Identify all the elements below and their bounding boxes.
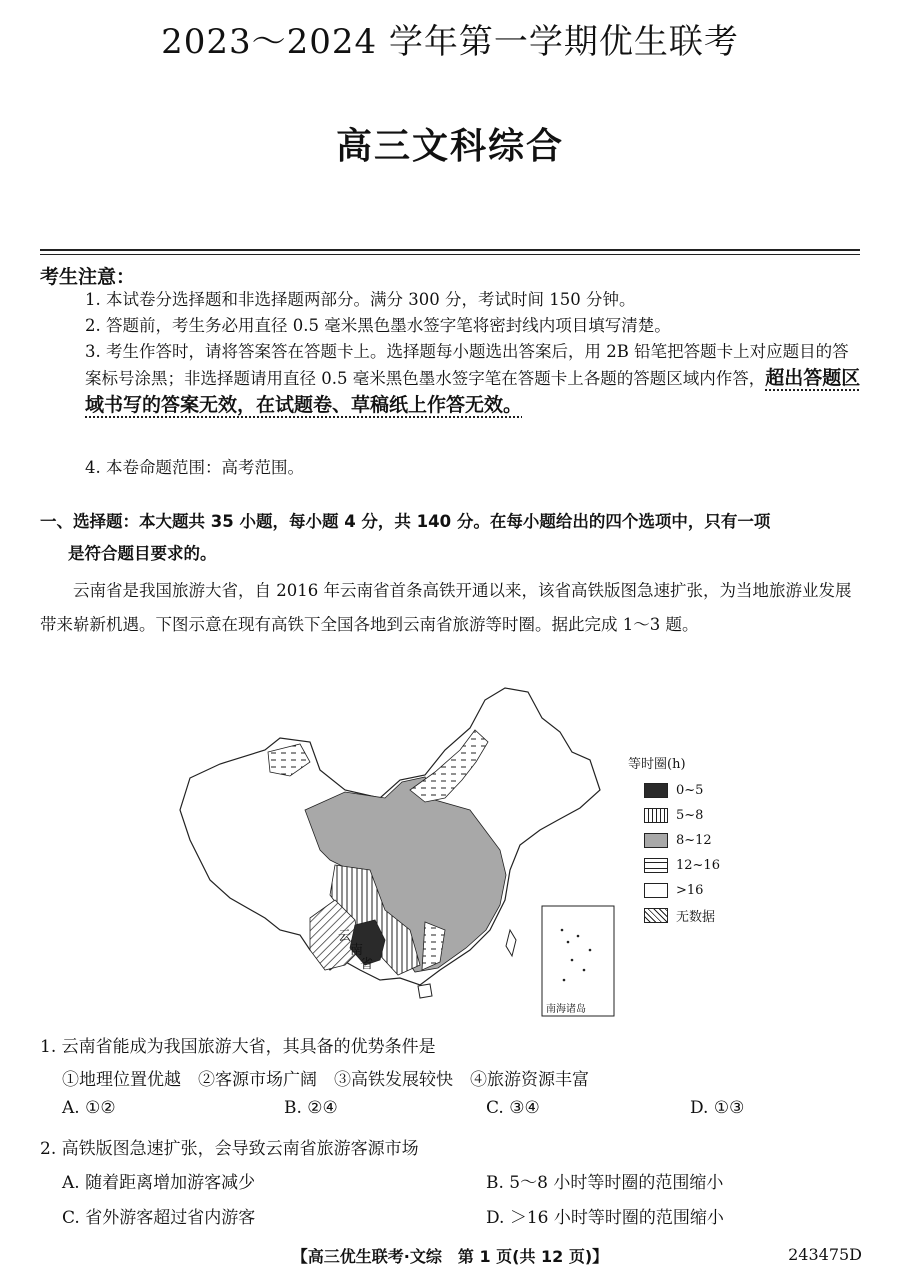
legend-row bbox=[628, 778, 748, 803]
passage: 云南省是我国旅游大省，自 2016 年云南省首条高铁开通以来，该省高铁版图急速扩张，为当地旅游业发展带来崭新机遇。下图示意在现有高铁下全国各地到云南省旅游等时圈。据此完成 1～3 题。 bbox=[40, 581, 852, 634]
legend-label: 无数据 bbox=[676, 910, 716, 925]
map-legend bbox=[628, 753, 748, 928]
province-label-3: 省 bbox=[360, 957, 374, 972]
notice-item-4: 4. 本卷命题范围：高考范围。 bbox=[85, 458, 304, 477]
legend-label: 0~5 bbox=[676, 783, 704, 798]
legend-row bbox=[628, 853, 748, 878]
legend-swatch-8-12 bbox=[644, 833, 668, 848]
legend-swatch-no-data bbox=[644, 908, 668, 923]
province-label-2: 南 bbox=[350, 943, 364, 958]
question-1-option-a: A. ①② bbox=[62, 1098, 116, 1118]
notice-item-3-text: 3. 考生作答时，请将答案答在答题卡上。选择题每小题选出答案后，用 2B 铅笔把答题卡上对应题目的答案标号涂黑；非选择题请用直径 0.5 毫米黑色墨水签字笔在答题卡上各题的答题区域内作答， bbox=[85, 342, 849, 388]
inset-label: 南海诸岛 bbox=[546, 1004, 586, 1015]
divider bbox=[40, 249, 860, 251]
question-2-option-a: A. 随着距离增加游客减少 bbox=[62, 1173, 256, 1193]
question-1-option-b: B. ②④ bbox=[284, 1098, 338, 1118]
section-line-1: 一、选择题：本大题共 35 小题，每小题 4 分，共 140 分。在每小题给出的四个选项中，只有一项 bbox=[40, 512, 771, 531]
question-2-stem: 2. 高铁版图急速扩张，会导致云南省旅游客源市场 bbox=[40, 1139, 419, 1159]
legend-title: 等时圈(h) bbox=[628, 757, 686, 772]
exam-subtitle: 高三文科综合 bbox=[335, 126, 564, 167]
question-1-stem: 1. 云南省能成为我国旅游大省，其具备的优势条件是 bbox=[40, 1037, 436, 1057]
legend-swatch-0-5 bbox=[644, 783, 668, 798]
question-1-conditions: ①地理位置优越 ②客源市场广阔 ③高铁发展较快 ④旅游资源丰富 bbox=[62, 1070, 589, 1090]
divider bbox=[40, 254, 860, 255]
section-heading bbox=[40, 506, 860, 570]
question-1-option-c: C. ③④ bbox=[486, 1098, 540, 1118]
notice-heading: 考生注意： bbox=[40, 266, 136, 288]
section-line-2: 是符合题目要求的。 bbox=[68, 544, 217, 563]
question-2-option-d: D. ＞16 小时等时圈的范围缩小 bbox=[486, 1208, 724, 1228]
legend-label: 8~12 bbox=[676, 833, 712, 848]
taiwan bbox=[506, 930, 516, 956]
question-2-option-c: C. 省外游客超过省内游客 bbox=[62, 1208, 256, 1228]
legend-label: 5~8 bbox=[676, 808, 704, 823]
exam-title: 2023～2024 学年第一学期优生联考 bbox=[161, 22, 739, 62]
notice-item-2: 2. 答题前，考生务必用直径 0.5 毫米黑色墨水签字笔将密封线内项目填写清楚。 bbox=[85, 316, 671, 335]
notice-emphasis: 超出答题区域书写的答案无效，在试题卷、草稿纸上作答无效。 bbox=[85, 367, 861, 416]
notice-item-1: 1. 本试卷分选择题和非选择题两部分。满分 300 分，考试时间 150 分钟。 bbox=[85, 290, 636, 309]
question-2-option-b: B. 5～8 小时等时圈的范围缩小 bbox=[486, 1173, 724, 1193]
legend-row bbox=[628, 803, 748, 828]
exam-code: 243475D bbox=[788, 1245, 862, 1264]
legend-swatch-12-16 bbox=[644, 858, 668, 873]
legend-label: 12~16 bbox=[676, 858, 720, 873]
notice-item-3 bbox=[85, 339, 865, 419]
hainan bbox=[418, 984, 432, 998]
legend-row bbox=[628, 878, 748, 903]
legend-swatch-5-8 bbox=[644, 808, 668, 823]
china-isochrone-map bbox=[170, 680, 620, 1020]
legend-label: >16 bbox=[676, 883, 704, 898]
province-label-1: 云 bbox=[338, 929, 352, 944]
legend-swatch-over-16 bbox=[644, 883, 668, 898]
legend-row bbox=[628, 828, 748, 853]
inset-frame bbox=[542, 906, 614, 1016]
legend-row bbox=[628, 903, 748, 928]
page-footer: 【高三优生联考·文综 第 1 页(共 12 页)】 bbox=[291, 1247, 609, 1266]
question-1-option-d: D. ①③ bbox=[690, 1098, 745, 1118]
